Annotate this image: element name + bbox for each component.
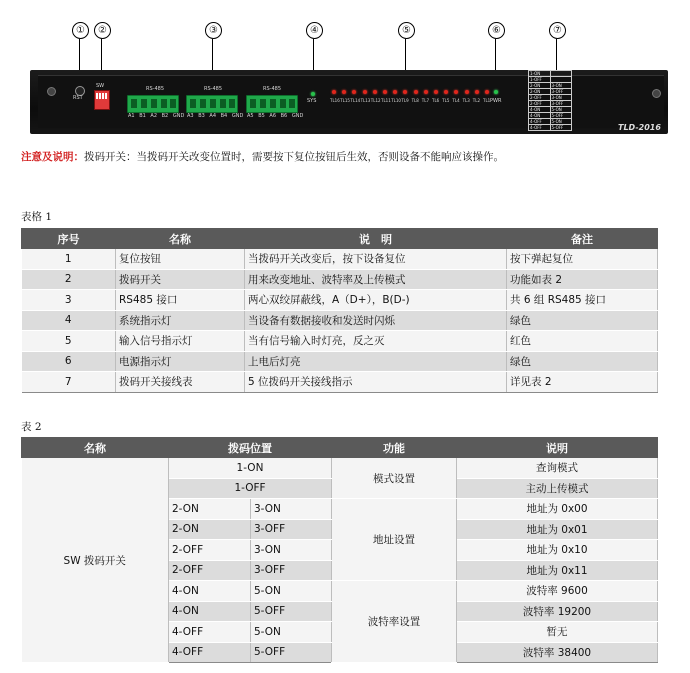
description-cell: 当有信号输入时灯亮，反之灭	[245, 331, 507, 352]
table-row	[22, 310, 658, 331]
terminal-label: B5	[258, 113, 265, 119]
rs485-label: RS-485	[146, 86, 164, 92]
table-row	[22, 331, 658, 352]
remark-cell: 绿色	[507, 310, 658, 331]
table-row	[22, 351, 658, 372]
description-cell: 地址为 0x01	[457, 519, 658, 540]
description-cell: 地址为 0x11	[457, 560, 658, 581]
dip-reference-cell: 5-OFF	[550, 125, 572, 131]
description-cell: 地址为 0x10	[457, 540, 658, 561]
note-lead: 注意及说明：	[21, 151, 84, 163]
input-led-icon	[434, 90, 438, 94]
terminal-label: GND	[231, 113, 244, 119]
note-text	[21, 149, 504, 164]
column-header: 功能	[332, 438, 457, 458]
terminal-label: A4	[209, 113, 217, 119]
index-cell: 4	[22, 310, 116, 331]
remark-cell: 详见表 2	[507, 372, 658, 393]
terminal-labels	[247, 113, 303, 119]
position-cell: 5-ON	[251, 581, 332, 602]
rs485-terminal-block[interactable]	[127, 95, 179, 113]
description-cell: 波特率 38400	[457, 642, 658, 663]
name-cell: 系统指示灯	[116, 310, 245, 331]
note-body: 拨码开关：当拨码开关改变位置时，需要按下复位按钮后生效，否则设备不能响应该操作。	[84, 151, 504, 163]
position-cell: 1-ON	[169, 458, 332, 479]
callout-1: ①	[72, 22, 89, 39]
index-cell: 2	[22, 269, 116, 290]
position-cell: 4-ON	[169, 581, 251, 602]
input-led-icon	[363, 90, 367, 94]
name-cell: 电源指示灯	[116, 351, 245, 372]
callout-5: ⑤	[398, 22, 415, 39]
index-cell: 6	[22, 351, 116, 372]
terminal-label: A2	[150, 113, 158, 119]
index-cell: 1	[22, 249, 116, 270]
sys-label: SYS	[307, 98, 317, 104]
callout-2: ②	[94, 22, 111, 39]
input-led-icon	[383, 90, 387, 94]
position-cell: 2-OFF	[169, 540, 251, 561]
led-label: TL11	[381, 98, 391, 103]
table-row	[22, 249, 658, 270]
position-cell: 5-OFF	[251, 642, 332, 663]
description-cell: 暂无	[457, 622, 658, 643]
leader-line	[556, 39, 557, 71]
input-led-icon	[332, 90, 336, 94]
dip-reference-label	[528, 70, 572, 131]
terminal-label: B6	[280, 113, 288, 119]
function-cell: 地址设置	[332, 499, 457, 581]
terminal-label: GND	[172, 113, 185, 119]
column-header: 说明	[457, 438, 658, 458]
screw-icon	[652, 89, 661, 98]
model-label: TLD-2016	[618, 123, 661, 132]
column-header: 名称	[116, 229, 245, 249]
led-label: TL13	[360, 98, 371, 103]
remark-cell: 绿色	[507, 351, 658, 372]
position-cell: 3-ON	[251, 499, 332, 520]
pwr-label: PWR	[490, 98, 502, 104]
leader-line	[212, 39, 213, 72]
rs485-label: RS-485	[263, 86, 281, 92]
remark-cell: 按下弹起复位	[507, 249, 658, 270]
index-cell: 7	[22, 372, 116, 393]
terminal-label: B4	[220, 113, 228, 119]
position-cell: 5-OFF	[251, 601, 332, 622]
position-cell: 1-OFF	[169, 478, 332, 499]
led-label: TL2	[472, 98, 481, 103]
led-label: TL9	[401, 98, 409, 103]
table1-caption: 表格 1	[21, 211, 53, 223]
table-row	[22, 372, 658, 393]
dip-reference-cell: 4-OFF	[529, 119, 551, 125]
table-header-row	[22, 438, 658, 458]
dip-switch[interactable]	[94, 90, 110, 110]
led-label: TL15	[340, 98, 350, 103]
dip-reference-cell: 5-ON	[550, 119, 572, 125]
dip-reference-cell: 1-ON	[529, 71, 551, 77]
pwr-led-icon	[494, 90, 498, 94]
dip-reference-cell: 5-OFF	[550, 113, 572, 119]
dip-reference-cell: 2-ON	[529, 89, 551, 95]
terminal-labels	[187, 113, 243, 119]
dip-reference-cell: 1-OFF	[529, 77, 551, 83]
table2-caption: 表 2	[21, 421, 42, 433]
terminal-label: A5	[247, 113, 254, 119]
position-cell: 4-OFF	[169, 642, 251, 663]
callout-7: ⑦	[549, 22, 566, 39]
position-cell: 3-OFF	[251, 560, 332, 581]
remark-cell: 共 6 组 RS485 接口	[507, 290, 658, 311]
remark-cell: 红色	[507, 331, 658, 352]
dip-reference-cell: 3-OFF	[550, 89, 572, 95]
function-cell: 模式设置	[332, 458, 457, 499]
rs485-label: RS-485	[204, 86, 222, 92]
dip-label: SW	[96, 83, 105, 89]
name-cell: 拨码开关接线表	[116, 372, 245, 393]
dip-reference-cell: 4-ON	[529, 113, 551, 119]
column-header: 序号	[22, 229, 116, 249]
component-table	[21, 228, 658, 393]
dip-reference-cell: 2-OFF	[529, 101, 551, 107]
index-cell: 5	[22, 331, 116, 352]
position-cell: 5-ON	[251, 622, 332, 643]
position-cell: 2-ON	[169, 499, 251, 520]
terminal-label: B2	[161, 113, 169, 119]
remark-cell: 功能如表 2	[507, 269, 658, 290]
input-led-icon	[475, 90, 479, 94]
column-header: 拨码位置	[169, 438, 332, 458]
sys-led-icon	[311, 92, 315, 96]
input-led-icon	[465, 90, 469, 94]
led-label: TL4	[452, 98, 460, 103]
switch-name-cell: SW 拨码开关	[22, 458, 169, 663]
dip-reference-cell: 4-OFF	[529, 125, 551, 131]
description-cell: 当设备有数据接收和发送时闪烁	[245, 310, 507, 331]
description-cell: 波特率 19200	[457, 601, 658, 622]
table-row	[529, 125, 572, 131]
led-label: TL5	[442, 98, 450, 103]
dip-reference-cell: 3-ON	[550, 95, 572, 101]
rs485-terminal-block[interactable]	[246, 95, 298, 113]
leader-line	[405, 39, 406, 73]
input-led-icon	[414, 90, 418, 94]
description-cell: 当拨码开关改变后，按下设备复位	[245, 249, 507, 270]
dip-reference-cell: 3-ON	[550, 83, 572, 89]
position-cell: 3-ON	[251, 540, 332, 561]
led-label: TL12	[370, 98, 381, 103]
led-label: TL14	[350, 98, 361, 103]
dip-reference-cell: 2-OFF	[529, 95, 551, 101]
input-led-icon	[373, 90, 377, 94]
name-cell: 输入信号指示灯	[116, 331, 245, 352]
position-cell: 3-OFF	[251, 519, 332, 540]
dip-reference-cell: 3-OFF	[550, 101, 572, 107]
led-label: TL1	[483, 98, 491, 103]
position-cell: 2-OFF	[169, 560, 251, 581]
input-led-icon	[485, 90, 489, 94]
led-label: TL6	[432, 98, 440, 103]
description-cell: 两心双绞屏蔽线，A（D+），B(D-)	[245, 290, 507, 311]
input-led-icon	[424, 90, 428, 94]
led-label: TL8	[411, 98, 419, 103]
description-cell: 用来改变地址、波特率及上传模式	[245, 269, 507, 290]
table-row	[22, 269, 658, 290]
position-cell: 4-OFF	[169, 622, 251, 643]
led-label: TL10	[391, 98, 401, 103]
position-cell: 2-ON	[169, 519, 251, 540]
device-front-panel	[0, 0, 690, 140]
name-cell: 拨码开关	[116, 269, 245, 290]
terminal-label: GND	[291, 113, 304, 119]
dip-switch-table	[21, 437, 658, 663]
column-header: 说 明	[245, 229, 507, 249]
column-header: 名称	[22, 438, 169, 458]
dip-reference-cell: 2-ON	[529, 83, 551, 89]
description-cell: 主动上传模式	[457, 478, 658, 499]
table-row	[22, 458, 658, 479]
dip-reference-cell: 4-ON	[529, 107, 551, 113]
terminal-label: A1	[128, 113, 135, 119]
description-cell: 5 位拨码开关接线指示	[245, 372, 507, 393]
terminal-label: B3	[198, 113, 205, 119]
callout-6: ⑥	[488, 22, 505, 39]
led-label: TL7	[421, 98, 430, 103]
name-cell: 复位按钮	[116, 249, 245, 270]
index-cell: 3	[22, 290, 116, 311]
table-row	[22, 290, 658, 311]
terminal-label: A3	[187, 113, 194, 119]
rs485-terminal-block[interactable]	[186, 95, 238, 113]
callout-4: ④	[306, 22, 323, 39]
screw-icon	[47, 87, 56, 96]
name-cell: RS485 接口	[116, 290, 245, 311]
description-cell: 地址为 0x00	[457, 499, 658, 520]
terminal-label: A6	[269, 113, 277, 119]
position-cell: 4-ON	[169, 601, 251, 622]
terminal-labels	[128, 113, 184, 119]
table-header-row	[22, 229, 658, 249]
description-cell: 波特率 9600	[457, 581, 658, 602]
column-header: 备注	[507, 229, 658, 249]
callout-3: ③	[205, 22, 222, 39]
description-cell: 查询模式	[457, 458, 658, 479]
function-cell: 波特率设置	[332, 581, 457, 663]
led-label: TL3	[462, 98, 470, 103]
dip-reference-cell: 5-ON	[550, 107, 572, 113]
terminal-label: B1	[139, 113, 146, 119]
reset-label: RST	[73, 95, 83, 101]
description-cell: 上电后灯亮	[245, 351, 507, 372]
led-label: TL16	[330, 98, 340, 103]
